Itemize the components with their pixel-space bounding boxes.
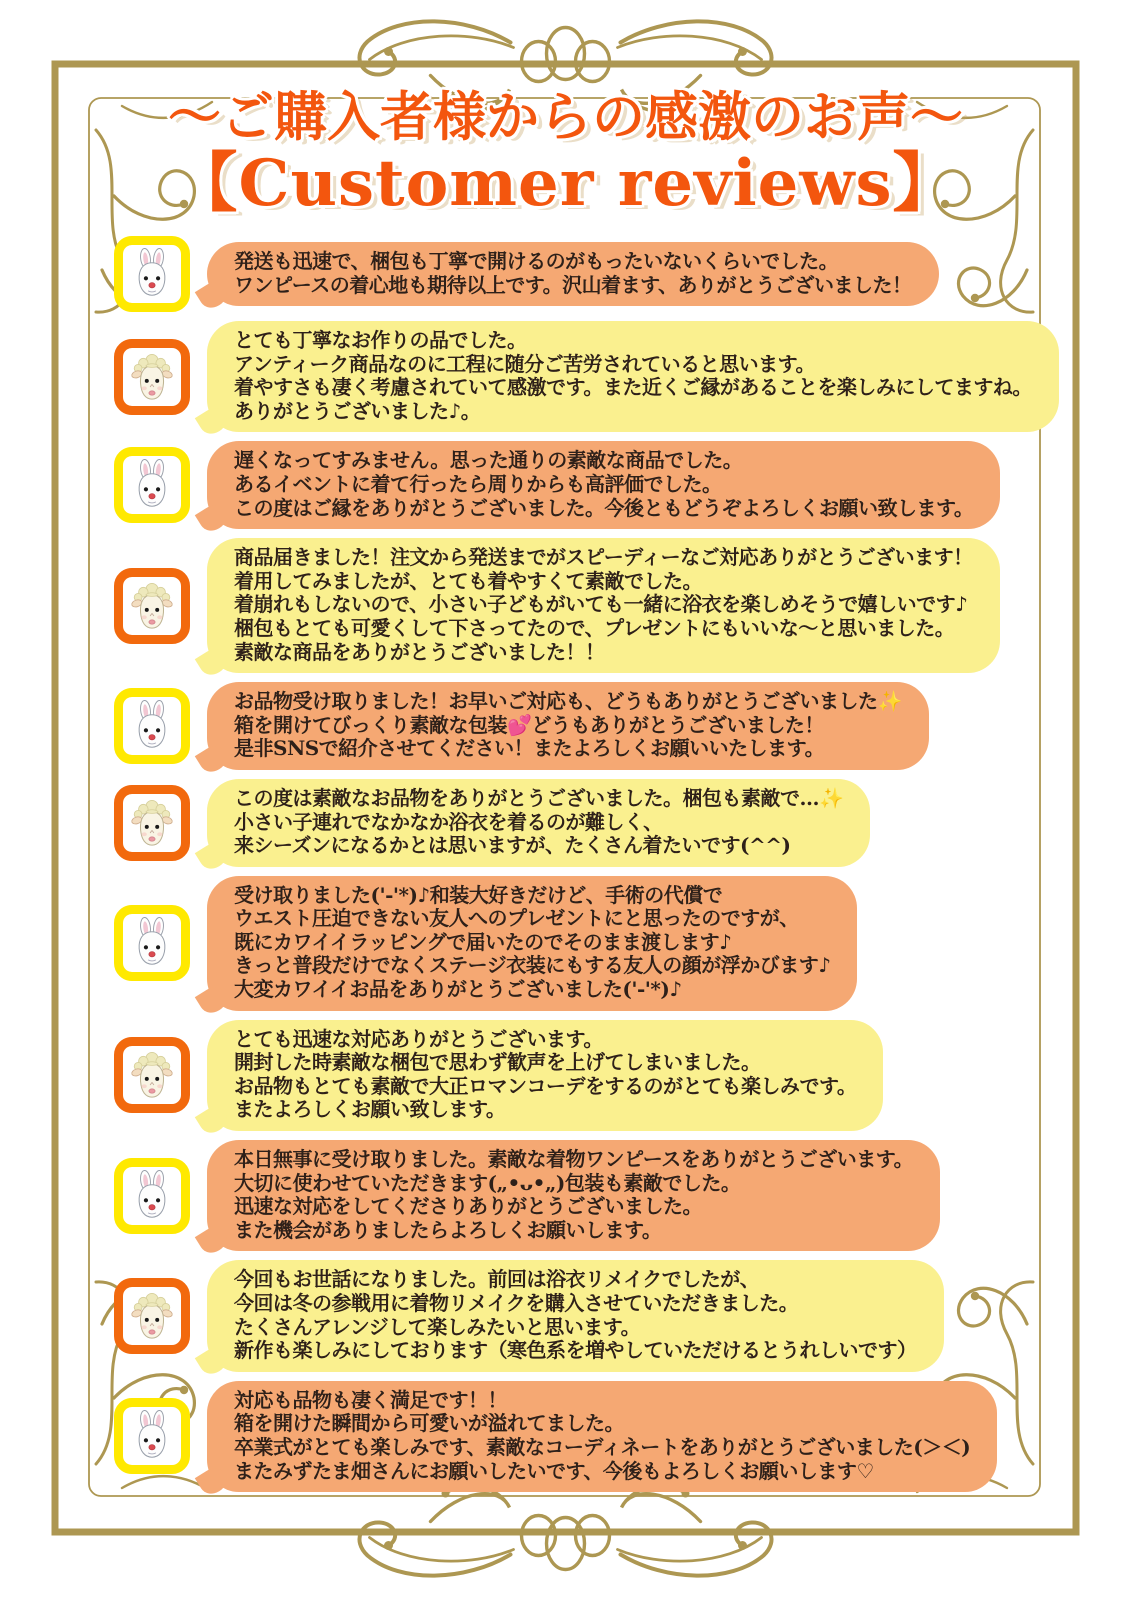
avatar-frame: [114, 1398, 190, 1474]
review-text-line: 是非SNSで紹介させてください！またよろしくお願いいたします。: [234, 736, 825, 761]
review-text-line: 受け取りました('-'*)♪和装大好きだけど、手術の代償で: [234, 882, 723, 907]
review-text-line: またよろしくお願い致します。: [234, 1097, 506, 1122]
avatar-frame: [114, 236, 190, 312]
page-title-english: 【Customer reviews】: [173, 146, 958, 222]
review-item: [114, 538, 1044, 673]
sheep-icon: [126, 795, 178, 851]
review-bubble: [207, 1020, 883, 1131]
rabbit-icon: [126, 1168, 178, 1224]
page-title: [0, 84, 1131, 222]
review-bubble: [207, 1381, 997, 1492]
review-text-line: 大切に使わせていただきます(„•ᴗ•„)包装も素敵でした。: [234, 1170, 741, 1195]
review-text-line: 来シーズンになるかとは思いますが、たくさん着たいです(^^): [234, 833, 791, 858]
review-text-line: この度は素敵なお品物をありがとうございました。梱包も素敵で…✨: [234, 785, 844, 810]
review-item: [114, 1260, 1044, 1371]
avatar-frame: [114, 688, 190, 764]
review-text-line: 箱を開けた瞬間から可愛いが溢れてました。: [234, 1411, 624, 1436]
review-bubble: [207, 682, 929, 770]
review-item: [114, 1381, 1044, 1492]
avatar-frame: [114, 1278, 190, 1354]
review-text-line: 素敵な商品をありがとうございました！！: [234, 639, 605, 664]
review-text-line: 卒業式がとても楽しみです、素敵なコーディネートをありがとうございました(＞＜): [234, 1434, 971, 1459]
review-bubble: [207, 1140, 940, 1251]
sheep-icon: [126, 349, 178, 405]
page-title-japanese: 〜ご購入者様からの感激のお声〜: [168, 86, 963, 148]
review-bubble: [207, 876, 857, 1011]
avatar-frame: [114, 339, 190, 415]
review-item: [114, 682, 1044, 770]
review-item: [114, 441, 1044, 529]
review-item: [114, 1020, 1044, 1131]
review-text-line: 着崩れもしないので、小さい子どもがいても一緒に浴衣を楽しめそうで嬉しいです♪: [234, 592, 968, 617]
review-text-line: ウエスト圧迫できない友人へのプレゼントにと思ったのですが、: [234, 906, 799, 931]
review-text-line: 本日無事に受け取りました。素敵な着物ワンピースをありがとうございます。: [234, 1147, 914, 1172]
review-text-line: 発送も迅速で、梱包も丁寧で開けるのがもったいないくらいでした。: [234, 248, 839, 273]
review-text-line: 対応も品物も凄く満足です！！: [234, 1387, 507, 1412]
review-bubble: [207, 441, 1000, 529]
review-text-line: ワンピースの着心地も期待以上です。沢山着ます、ありがとうございました！: [234, 272, 912, 297]
rabbit-icon: [126, 457, 178, 513]
avatar-frame: [114, 447, 190, 523]
review-item: [114, 321, 1044, 432]
review-text-line: この度はご縁をありがとうございました。今後ともどうぞよろしくお願い致します。: [234, 495, 974, 520]
review-text-line: ありがとうございました♪。: [234, 398, 481, 423]
review-text-line: きっと普段だけでなくステージ衣装にもする友人の顔が浮かびます♪: [234, 953, 831, 978]
review-text-line: またみずたま畑さんにお願いしたいです、今後もよろしくお願いします♡: [234, 1458, 874, 1483]
rabbit-icon: [126, 915, 178, 971]
rabbit-icon: [126, 246, 178, 302]
review-bubble: [207, 779, 870, 867]
review-item: [114, 236, 1044, 312]
review-text-line: あるイベントに着て行ったら周りからも高評価でした。: [234, 471, 722, 496]
avatar-frame: [114, 905, 190, 981]
review-text-line: 商品届きました！注文から発送までがスピーディーなご対応ありがとうございます！: [234, 545, 973, 570]
review-bubble: [207, 321, 1059, 432]
review-text-line: たくさんアレンジして楽しみたいと思います。: [234, 1314, 641, 1339]
rabbit-icon: [126, 1408, 178, 1464]
review-text-line: 遅くなってすみません。思った通りの素敵な商品でした。: [234, 448, 743, 473]
sheep-icon: [126, 1047, 178, 1103]
review-text-line: アンティーク商品なのに工程に随分ご苦労されていると思います。: [234, 351, 815, 376]
review-text-line: お品物受け取りました！お早いご対応も、どうもありがとうございました✨: [234, 689, 902, 714]
avatar-frame: [114, 1037, 190, 1113]
avatar-frame: [114, 1158, 190, 1234]
avatar-frame: [114, 568, 190, 644]
review-text-line: お品物もとても素敵で大正ロマンコーデをするのがとても楽しみです。: [234, 1073, 857, 1098]
review-bubble: [207, 242, 939, 306]
sheep-icon: [126, 1288, 178, 1344]
review-text-line: とても丁寧なお作りの品でした。: [234, 328, 527, 352]
review-text-line: 着用してみましたが、とても着やすくて素敵でした。: [234, 568, 702, 593]
review-text-line: 開封した時素敵な梱包で思わず歓声を上げてしまいました。: [234, 1050, 761, 1075]
reviews-list: [114, 236, 1044, 1492]
review-text-line: 今回もお世話になりました。前回は浴衣リメイクでしたが、: [234, 1267, 760, 1292]
review-text-line: 既にカワイイラッピングで届いたのでそのまま渡します♪: [234, 929, 732, 954]
review-text-line: 今回は冬の参戦用に着物リメイクを購入させていただきました。: [234, 1291, 799, 1315]
review-item: [114, 876, 1044, 1011]
review-text-line: 迅速な対応をしてくださりありがとうございました。: [234, 1194, 702, 1219]
avatar-frame: [114, 785, 190, 861]
review-text-line: 着やすさも凄く考慮されていて感激です。また近くご縁があることを楽しみにしてますね。: [234, 375, 1032, 400]
review-text-line: 梱包もとても可愛くして下さってたので、プレゼントにもいいな〜と思いました。: [234, 615, 955, 640]
sheep-icon: [126, 578, 178, 634]
review-text-line: 大変カワイイお品をありがとうございました('-'*)♪: [234, 977, 682, 1002]
review-text-line: また機会がありましたらよろしくお願いします。: [234, 1217, 662, 1242]
review-bubble: [207, 538, 1000, 673]
rabbit-icon: [126, 698, 178, 754]
review-item: [114, 1140, 1044, 1251]
review-text-line: 新作も楽しみにしております（寒色系を増やしていただけるとうれしいです）: [234, 1338, 917, 1363]
review-text-line: とても迅速な対応ありがとうございます。: [234, 1026, 603, 1051]
review-bubble: [207, 1260, 944, 1371]
review-text-line: 箱を開けてびっくり素敵な包装💕どうもありがとうございました！: [234, 712, 824, 737]
review-text-line: 小さい子連れでなかなか浴衣を着るのが難しく、: [234, 809, 663, 834]
review-item: [114, 779, 1044, 867]
